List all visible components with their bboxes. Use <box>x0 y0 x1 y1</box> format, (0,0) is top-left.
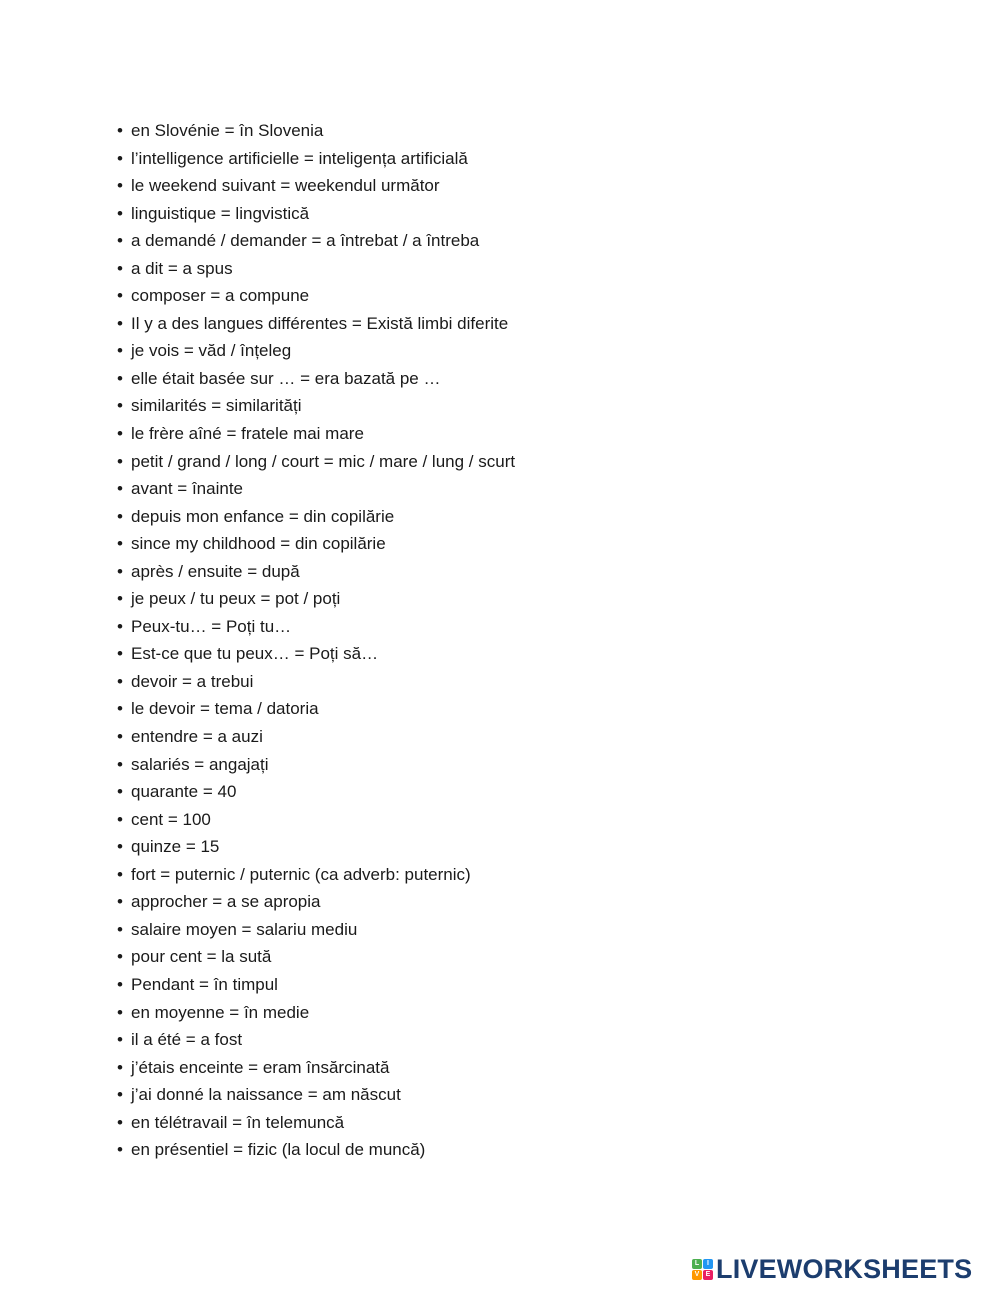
bullet-icon: • <box>117 258 123 278</box>
vocab-item <box>117 227 515 255</box>
bullet-icon: • <box>117 919 123 939</box>
bullet-icon: • <box>117 534 123 554</box>
vocab-text: Peux-tu… = Poți tu… <box>131 616 292 636</box>
vocab-item <box>117 337 515 365</box>
vocab-item <box>117 668 515 696</box>
logo-mark-i: I <box>703 1259 713 1269</box>
vocab-item <box>117 365 515 393</box>
bullet-icon: • <box>117 644 123 664</box>
bullet-icon: • <box>117 1002 123 1022</box>
vocab-text: Il y a des langues différentes = Există limbi diferite <box>131 313 509 333</box>
vocab-item <box>117 833 515 861</box>
vocab-item <box>117 806 515 834</box>
vocab-text: j’ai donné la naissance = am născut <box>131 1085 401 1105</box>
vocab-item <box>117 585 515 613</box>
vocab-item <box>117 200 515 228</box>
vocab-item <box>117 475 515 503</box>
vocab-text: quinze = 15 <box>131 837 220 857</box>
vocab-text: approcher = a se apropia <box>131 892 321 912</box>
vocab-text: similarités = similarități <box>131 396 302 416</box>
bullet-icon: • <box>117 231 123 251</box>
vocab-text: je peux / tu peux = pot / poți <box>131 589 341 609</box>
logo-text: LIVEWORKSHEETS <box>716 1253 973 1284</box>
vocab-text: j’étais enceinte = eram însărcinată <box>131 1057 390 1077</box>
vocab-item <box>117 558 515 586</box>
vocab-item <box>117 695 515 723</box>
vocab-text: a demandé / demander = a întrebat / a întreba <box>131 231 480 251</box>
vocab-text: le weekend suivant = weekendul următor <box>131 176 440 196</box>
vocab-text: composer = a compune <box>131 286 310 306</box>
vocab-text: après / ensuite = după <box>131 561 300 581</box>
vocab-item <box>117 282 515 310</box>
vocab-item <box>117 420 515 448</box>
vocab-text: fort = puternic / puternic (ca adverb: puternic) <box>131 864 471 884</box>
vocab-text: salaire moyen = salariu mediu <box>131 919 358 939</box>
vocab-text: petit / grand / long / court = mic / mare / lung / scurt <box>131 451 516 471</box>
bullet-icon: • <box>117 479 123 499</box>
bullet-icon: • <box>117 837 123 857</box>
bullet-icon: • <box>117 396 123 416</box>
vocab-item <box>117 999 515 1027</box>
logo-mark-l: L <box>692 1259 702 1269</box>
vocab-text: Pendant = în timpul <box>131 974 278 994</box>
bullet-icon: • <box>117 699 123 719</box>
vocab-item <box>117 1136 515 1164</box>
bullet-icon: • <box>117 1112 123 1132</box>
vocab-text: entendre = a auzi <box>131 727 263 747</box>
vocab-item <box>117 916 515 944</box>
bullet-icon: • <box>117 561 123 581</box>
bullet-icon: • <box>117 727 123 747</box>
logo-mark-e: E <box>703 1270 713 1280</box>
bullet-icon: • <box>117 671 123 691</box>
vocab-text: en Slovénie = în Slovenia <box>131 121 324 140</box>
vocab-item <box>117 861 515 889</box>
vocab-text: l’intelligence artificielle = inteligența artificială <box>131 148 468 168</box>
logo-mark-v: V <box>692 1270 702 1280</box>
vocab-item <box>117 613 515 641</box>
vocab-item <box>117 448 515 476</box>
bullet-icon: • <box>117 754 123 774</box>
vocab-text: depuis mon enfance = din copilărie <box>131 506 395 526</box>
bullet-icon: • <box>117 864 123 884</box>
bullet-icon: • <box>117 974 123 994</box>
vocab-text: pour cent = la sută <box>131 947 272 967</box>
vocab-item <box>117 255 515 283</box>
vocab-item <box>117 751 515 779</box>
bullet-icon: • <box>117 1030 123 1050</box>
vocab-item <box>117 145 515 173</box>
vocab-text: le devoir = tema / datoria <box>131 699 319 719</box>
vocab-text: avant = înainte <box>131 479 244 499</box>
vocab-text: je vois = văd / înțeleg <box>131 341 292 361</box>
vocab-item <box>117 1026 515 1054</box>
vocab-text: en télétravail = în telemuncă <box>131 1112 345 1132</box>
vocab-item <box>117 778 515 806</box>
logo-mark-icon <box>692 1259 713 1280</box>
bullet-icon: • <box>117 1085 123 1105</box>
vocab-item <box>117 943 515 971</box>
bullet-icon: • <box>117 341 123 361</box>
liveworksheets-logo[interactable] <box>692 1255 972 1283</box>
bullet-icon: • <box>117 148 123 168</box>
bullet-icon: • <box>117 176 123 196</box>
vocab-item <box>117 530 515 558</box>
vocabulary-list <box>117 117 515 1164</box>
vocab-item <box>117 723 515 751</box>
vocab-item <box>117 172 515 200</box>
bullet-icon: • <box>117 286 123 306</box>
vocab-item <box>117 640 515 668</box>
vocab-item <box>117 1054 515 1082</box>
bullet-icon: • <box>117 506 123 526</box>
vocab-item <box>117 888 515 916</box>
vocab-text: salariés = angajați <box>131 754 269 774</box>
vocab-text: quarante = 40 <box>131 782 237 802</box>
vocab-item <box>117 1081 515 1109</box>
vocab-item <box>117 392 515 420</box>
bullet-icon: • <box>117 616 123 636</box>
bullet-icon: • <box>117 424 123 444</box>
vocab-text: devoir = a trebui <box>131 671 254 691</box>
bullet-icon: • <box>117 121 123 140</box>
vocab-item <box>117 971 515 999</box>
bullet-icon: • <box>117 1140 123 1160</box>
vocab-text: il a été = a fost <box>131 1030 243 1050</box>
bullet-icon: • <box>117 368 123 388</box>
vocab-text: Est-ce que tu peux… = Poți să… <box>131 644 379 664</box>
bullet-icon: • <box>117 313 123 333</box>
vocab-text: le frère aîné = fratele mai mare <box>131 424 364 444</box>
vocab-text: en moyenne = în medie <box>131 1002 310 1022</box>
bullet-icon: • <box>117 947 123 967</box>
bullet-icon: • <box>117 1057 123 1077</box>
vocab-text: linguistique = lingvistică <box>131 203 310 223</box>
vocab-item <box>117 310 515 338</box>
vocab-text: elle était basée sur … = era bazată pe … <box>131 368 441 388</box>
vocab-item <box>117 1109 515 1137</box>
vocab-text: cent = 100 <box>131 809 211 829</box>
vocab-item <box>117 503 515 531</box>
vocab-text: en présentiel = fizic (la locul de muncă) <box>131 1140 426 1160</box>
vocab-text: since my childhood = din copilărie <box>131 534 386 554</box>
bullet-icon: • <box>117 203 123 223</box>
vocab-text: a dit = a spus <box>131 258 233 278</box>
bullet-icon: • <box>117 782 123 802</box>
bullet-icon: • <box>117 892 123 912</box>
bullet-icon: • <box>117 809 123 829</box>
bullet-icon: • <box>117 451 123 471</box>
bullet-icon: • <box>117 589 123 609</box>
vocab-item <box>117 117 515 145</box>
